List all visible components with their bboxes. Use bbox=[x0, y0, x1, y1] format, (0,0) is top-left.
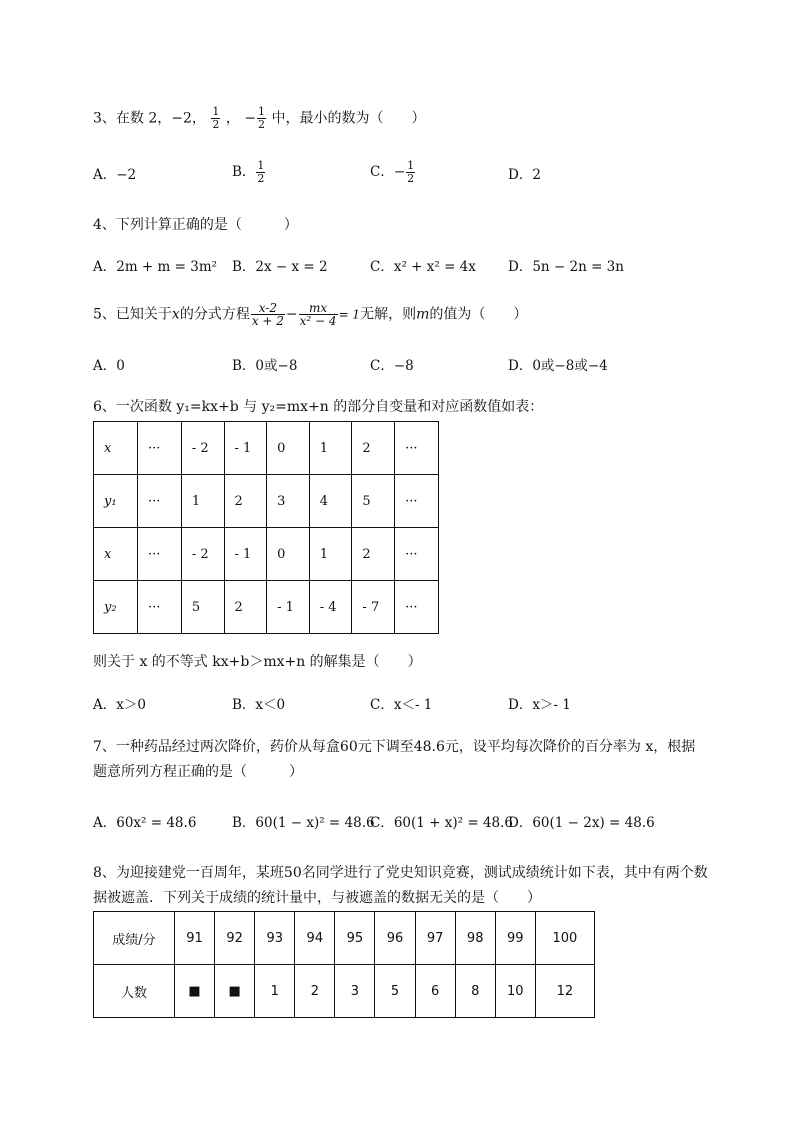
table-row bbox=[94, 422, 439, 475]
q5-option-d[interactable]: D．0或−8或−4 bbox=[508, 358, 608, 374]
table-cell: 2 bbox=[352, 422, 395, 475]
count-cell: 2 bbox=[295, 965, 335, 1018]
q7-option-a[interactable]: A．60x² = 48.6 bbox=[93, 815, 197, 831]
q8-stem-line1: 8、为迎接建党一百周年，某班50名同学进行了党史知识竞赛，测试成绩统计如下表，其中有两个数 bbox=[93, 865, 708, 881]
q3-opt-b-den: 2 bbox=[257, 172, 265, 185]
q5-frac2-num: mx bbox=[299, 302, 338, 315]
q8-score-table bbox=[93, 911, 595, 1018]
q6-follow: 则关于 x 的不等式 kx+b＞mx+n 的解集是（ ） bbox=[93, 654, 422, 670]
table-cell: ··· bbox=[395, 422, 439, 475]
q3-stem-b: 中，最小的数为（ ） bbox=[271, 110, 426, 127]
q7-option-d[interactable]: D．60(1 − 2x) = 48.6 bbox=[508, 815, 655, 831]
table-cell: - 1 bbox=[224, 528, 267, 581]
q3-sep: ， bbox=[225, 110, 240, 127]
table-cell: ··· bbox=[137, 528, 181, 581]
q6-option-d[interactable]: D．x＞- 1 bbox=[508, 697, 571, 713]
count-cell: 5 bbox=[375, 965, 415, 1018]
table-cell: - 1 bbox=[267, 581, 310, 634]
q5-frac2-den: x² − 4 bbox=[299, 314, 337, 328]
score-cell: 96 bbox=[375, 912, 415, 965]
score-cell: 99 bbox=[495, 912, 535, 965]
q3-fraction-half bbox=[211, 106, 220, 131]
score-cell: 98 bbox=[455, 912, 495, 965]
q3-f1-den: 2 bbox=[212, 118, 220, 131]
q5-frac1-num: x-2 bbox=[251, 302, 285, 315]
table-cell: x bbox=[94, 422, 138, 475]
count-cell: 1 bbox=[255, 965, 295, 1018]
q4-option-c[interactable]: C．x² + x² = 4x bbox=[370, 259, 476, 275]
table-cell: 0 bbox=[267, 422, 310, 475]
table-cell: x bbox=[94, 528, 138, 581]
masked-cell: ■ bbox=[175, 965, 215, 1018]
table-cell: ··· bbox=[395, 528, 439, 581]
table-cell: 1 bbox=[309, 422, 352, 475]
q4-option-b[interactable]: B．2x − x = 2 bbox=[232, 259, 328, 275]
q7-stem-line1: 7、一种药品经过两次降价，药价从每盒60元下调至48.6元，设平均每次降价的百分率为 x，根据 bbox=[93, 739, 696, 755]
q5-stem-a: 5、已知关于 bbox=[93, 306, 172, 323]
q6-option-a[interactable]: A．x＞0 bbox=[93, 697, 146, 713]
table-cell: 3 bbox=[267, 475, 310, 528]
count-cell: 6 bbox=[415, 965, 455, 1018]
q3-neg: − bbox=[244, 110, 257, 127]
q3-f2-num: 1 bbox=[258, 105, 266, 118]
score-cell: 92 bbox=[215, 912, 255, 965]
q3-stem bbox=[93, 106, 425, 131]
q5-option-c[interactable]: C．−8 bbox=[370, 358, 414, 374]
table-cell: - 2 bbox=[181, 528, 224, 581]
q5-minus: − bbox=[285, 306, 298, 323]
q4-stem: 4、下列计算正确的是（ ） bbox=[93, 217, 298, 233]
table-row bbox=[94, 581, 439, 634]
q5-fraction-2 bbox=[299, 302, 338, 327]
q3-opt-c-label: C．− bbox=[370, 164, 406, 180]
count-cell: 12 bbox=[535, 965, 594, 1018]
q8-count-row bbox=[94, 965, 595, 1018]
score-cell: 91 bbox=[175, 912, 215, 965]
q3-f1-num: 1 bbox=[212, 105, 220, 118]
q8-count-label: 人数 bbox=[94, 965, 175, 1018]
q3-option-b[interactable] bbox=[232, 160, 266, 185]
count-cell: 3 bbox=[335, 965, 375, 1018]
table-cell: 2 bbox=[352, 528, 395, 581]
masked-cell: ■ bbox=[215, 965, 255, 1018]
table-cell: ··· bbox=[137, 475, 181, 528]
q3-option-a[interactable]: A．−2 bbox=[93, 167, 137, 183]
q8-stem-line2: 据被遮盖．下列关于成绩的统计量中，与被遮盖的数据无关的是（ ） bbox=[93, 890, 541, 906]
q4-option-d[interactable]: D．5n − 2n = 3n bbox=[508, 259, 624, 275]
table-cell: 1 bbox=[181, 475, 224, 528]
q3-opt-b-num: 1 bbox=[257, 159, 265, 172]
q6-option-b[interactable]: B．x＜0 bbox=[232, 697, 286, 713]
score-cell: 94 bbox=[295, 912, 335, 965]
table-cell: 1 bbox=[309, 528, 352, 581]
table-cell: - 4 bbox=[309, 581, 352, 634]
q3-fraction-neg-half bbox=[257, 106, 266, 131]
table-cell: 2 bbox=[224, 475, 267, 528]
table-cell: 2 bbox=[224, 581, 267, 634]
q3-opt-b-label: B． bbox=[232, 164, 256, 180]
q3-stem-a: 3、在数 bbox=[93, 110, 144, 127]
table-cell: ··· bbox=[137, 581, 181, 634]
q6-table bbox=[93, 421, 439, 634]
q4-option-a[interactable]: A．2m + m = 3m² bbox=[93, 259, 218, 275]
q5-stem bbox=[93, 302, 527, 327]
q3-opt-b-frac bbox=[256, 160, 265, 185]
q8-header-label: 成绩/分 bbox=[94, 912, 175, 965]
table-cell: y₁ bbox=[94, 475, 138, 528]
q3-nums: 2，−2， bbox=[148, 110, 206, 127]
q5-eq: = 1 bbox=[338, 307, 361, 322]
count-cell: 10 bbox=[495, 965, 535, 1018]
q8-score-row bbox=[94, 912, 595, 965]
q3-option-c[interactable] bbox=[370, 160, 416, 185]
table-cell: 0 bbox=[267, 528, 310, 581]
q5-fraction-1 bbox=[251, 302, 285, 327]
score-cell: 97 bbox=[415, 912, 455, 965]
table-cell: - 7 bbox=[352, 581, 395, 634]
table-cell: 4 bbox=[309, 475, 352, 528]
table-cell: - 2 bbox=[181, 422, 224, 475]
q7-stem-line2: 题意所列方程正确的是（ ） bbox=[93, 764, 303, 780]
score-cell: 93 bbox=[255, 912, 295, 965]
q5-option-b[interactable]: B．0或−8 bbox=[232, 358, 298, 374]
table-cell: - 1 bbox=[224, 422, 267, 475]
q5-option-a[interactable]: A．0 bbox=[93, 358, 125, 374]
q3-opt-c-den: 2 bbox=[407, 172, 415, 185]
q3-f2-den: 2 bbox=[258, 118, 266, 131]
table-cell: y₂ bbox=[94, 581, 138, 634]
q5-stem-b: 的分式方程 bbox=[179, 306, 250, 323]
q5-var-m: m bbox=[416, 306, 430, 323]
q3-option-d[interactable]: D．2 bbox=[508, 167, 541, 183]
q6-stem: 6、一次函数 y₁=kx+b 与 y₂=mx+n 的部分自变量和对应函数值如表： bbox=[93, 399, 544, 415]
count-cell: 8 bbox=[455, 965, 495, 1018]
q5-stem-d: 的值为（ ） bbox=[429, 306, 528, 323]
q3-opt-c-frac bbox=[406, 160, 415, 185]
table-cell: ··· bbox=[395, 581, 439, 634]
table-cell: 5 bbox=[181, 581, 224, 634]
table-cell: ··· bbox=[137, 422, 181, 475]
q7-option-b[interactable]: B．60(1 − x)² = 48.6 bbox=[232, 815, 375, 831]
score-cell: 95 bbox=[335, 912, 375, 965]
table-row bbox=[94, 475, 439, 528]
q5-frac1-den: x + 2 bbox=[251, 314, 284, 328]
q3-opt-c-num: 1 bbox=[407, 159, 415, 172]
score-cell: 100 bbox=[535, 912, 594, 965]
table-cell: 5 bbox=[352, 475, 395, 528]
table-cell: ··· bbox=[395, 475, 439, 528]
q5-stem-c: 无解，则 bbox=[360, 306, 417, 323]
table-row bbox=[94, 528, 439, 581]
q7-option-c[interactable]: C．60(1 + x)² = 48.6 bbox=[370, 815, 514, 831]
q6-option-c[interactable]: C．x＜- 1 bbox=[370, 697, 433, 713]
q5-var-x: x bbox=[171, 306, 180, 323]
